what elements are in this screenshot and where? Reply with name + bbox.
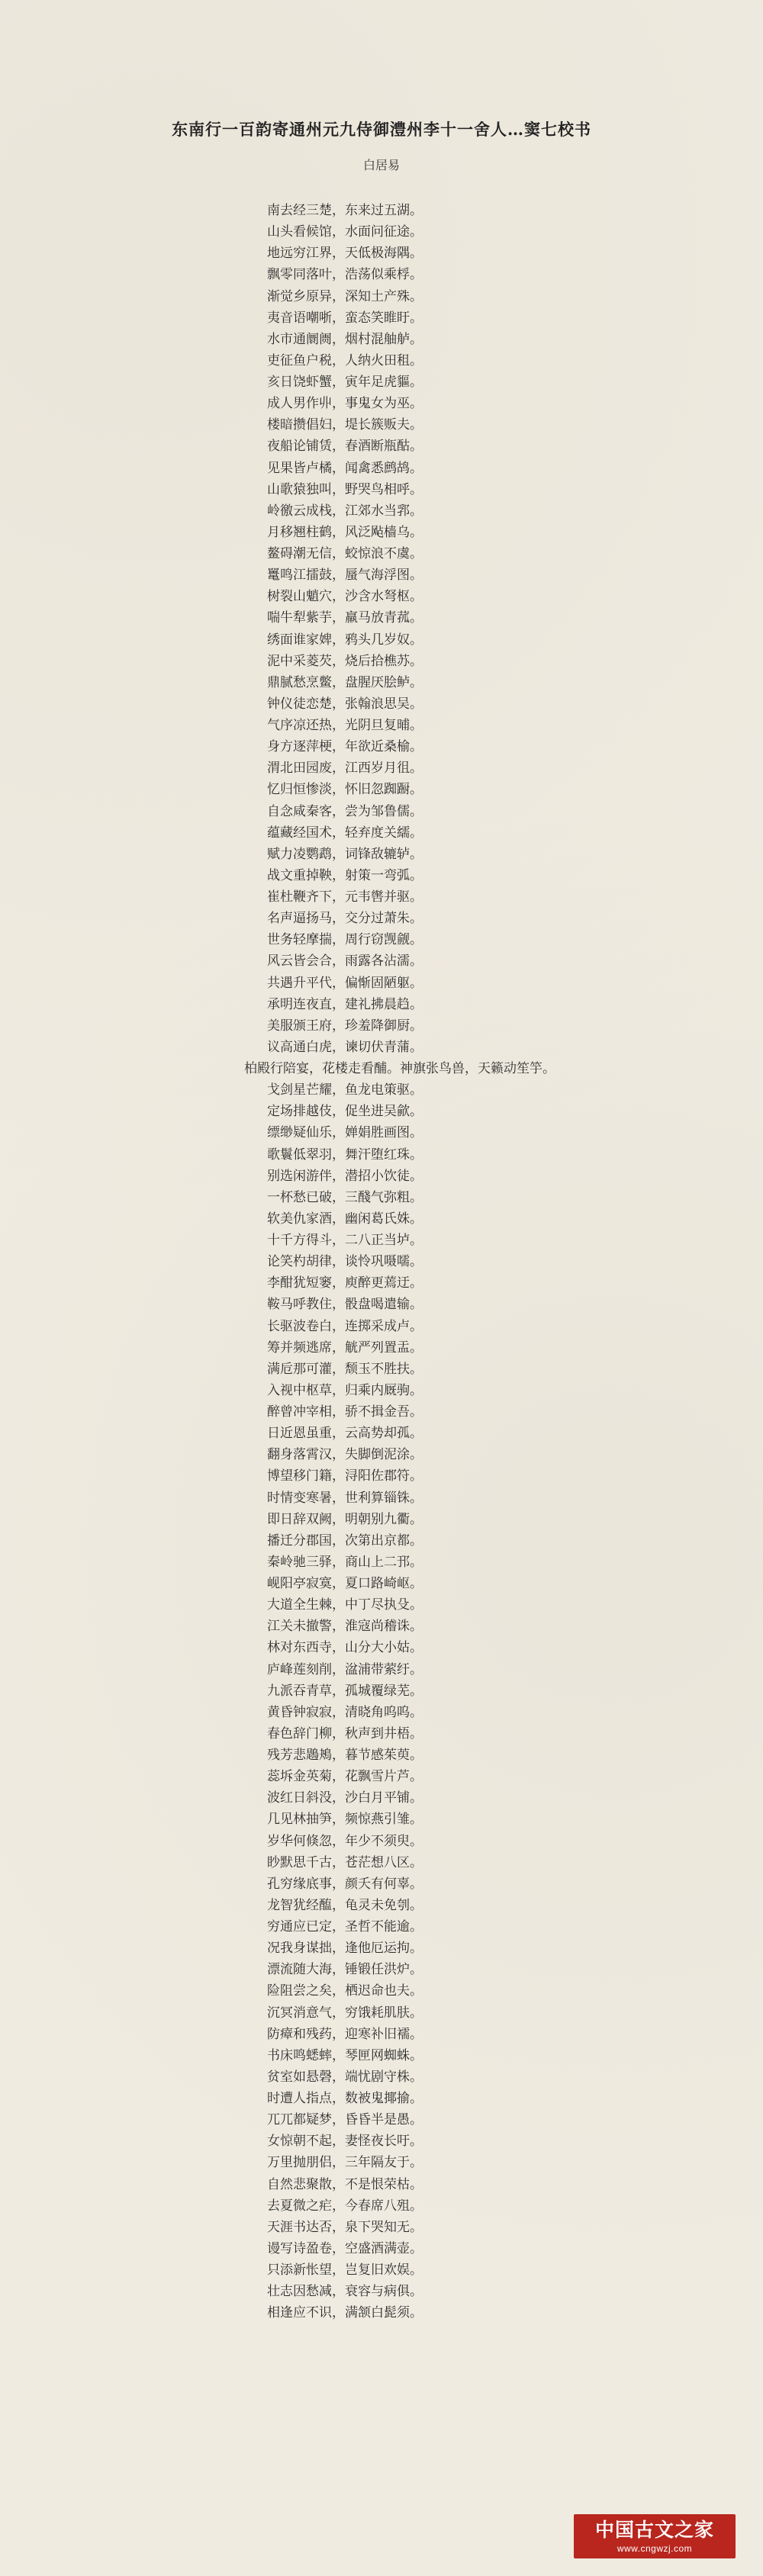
poem-line: 山头看候馆，水面问征途。 xyxy=(267,224,423,240)
poem-line: 南去经三楚，东来过五湖。 xyxy=(267,203,423,218)
poem-line: 孔穷缘底事，颜夭有何辜。 xyxy=(267,1876,423,1892)
poem-line: 波红日斜没，沙白月平铺。 xyxy=(267,1790,423,1806)
poem-line: 美服颁王府，珍羞降御厨。 xyxy=(267,1018,423,1034)
poem-line: 谩写诗盈卷，空盛酒满壶。 xyxy=(267,2240,423,2256)
poem-line: 别选闲游伴，潜招小饮徒。 xyxy=(267,1168,423,1184)
poem-line: 论笑杓胡律，谈怜巩嗫嚅。 xyxy=(267,1254,423,1270)
poem-line: 贫室如悬磬，端忧剧守株。 xyxy=(267,2069,423,2085)
poem-line: 钟仪徒恋楚，张翰浪思吴。 xyxy=(267,696,423,712)
poem-line: 大道全生棘，中丁尽执殳。 xyxy=(267,1597,423,1613)
poem-line: 防瘴和残药，迎寒补旧襦。 xyxy=(267,2026,423,2042)
poem-line: 醉曾冲宰相，骄不揖金吾。 xyxy=(267,1404,423,1420)
poem-line: 月移翘柱鹤，风泛飐樯乌。 xyxy=(267,524,423,540)
poem-line: 夜船论铺赁，春酒断瓶酤。 xyxy=(267,439,423,455)
poem-line: 几见林抽笋，频惊燕引雏。 xyxy=(267,1812,423,1828)
site-logo-url: www.cngwzj.com xyxy=(617,2543,693,2554)
poem-line: 树裂山魈穴，沙含水弩枢。 xyxy=(267,589,423,605)
poem-line: 渭北田园废，江西岁月徂。 xyxy=(267,761,423,777)
site-logo-text: 中国古文之家 xyxy=(594,2519,714,2541)
poem-line: 蕴藏经国术，轻弃度关繻。 xyxy=(267,825,423,841)
poem-line: 只添新怅望，岂复旧欢娱。 xyxy=(267,2262,423,2278)
poem-line: 播迁分郡国，次第出京都。 xyxy=(267,1532,423,1548)
poem-line: 穷通应已定，圣哲不能逾。 xyxy=(267,1919,423,1934)
poem-author: 白居易 xyxy=(362,158,400,172)
poem-line: 世务轻摩揣，周行窃觊觎。 xyxy=(267,932,423,948)
poem-line: 战文重掉鞅，射策一弯弧。 xyxy=(267,867,423,883)
poem-line: 夷音语嘲哳，蛮态笑睢盱。 xyxy=(267,310,423,326)
poem-line: 鼎腻愁烹鳖，盘腥厌脍鲈。 xyxy=(267,674,423,690)
poem-line: 漂流随大海，锤锻任洪炉。 xyxy=(267,1962,423,1978)
poem-line: 崔杜鞭齐下，元韦辔并驱。 xyxy=(267,889,423,905)
poem-line: 江关未撤警，淮寇尚稽诛。 xyxy=(267,1619,423,1635)
poem-line: 兀兀都疑梦，昏昏半是愚。 xyxy=(267,2112,423,2128)
poem-line: 议高通白虎，谏切伏青蒲。 xyxy=(267,1039,423,1055)
poem-line: 岘阳亭寂寞，夏口路崎岖。 xyxy=(267,1576,423,1591)
poem-line: 绣面谁家婢，鸦头几岁奴。 xyxy=(267,632,423,648)
poem-line: 一杯愁已破，三醆气弥粗。 xyxy=(267,1189,423,1205)
poem-line: 成人男作丱，事鬼女为巫。 xyxy=(267,396,423,412)
poem-line: 柏殿行陪宴，花楼走看酺。神旗张鸟兽，天籁动笙竽。 xyxy=(244,1061,555,1076)
poem-line: 岁华何倏忽，年少不须臾。 xyxy=(267,1833,423,1849)
poem-title: 东南行一百韵寄通州元九侍御澧州李十一舍人…窦七校书 xyxy=(172,120,591,140)
poem-line: 戈剑星芒耀，鱼龙电策驱。 xyxy=(267,1082,423,1098)
poem-line: 去夏微之疟，今春席八殂。 xyxy=(267,2198,423,2214)
poem-line: 蕊坼金英菊，花飘雪片芦。 xyxy=(267,1769,423,1785)
poem-line: 风云皆会合，雨露各沾濡。 xyxy=(267,954,423,970)
poem-line: 翻身落霄汉，失脚倒泥涂。 xyxy=(267,1447,423,1463)
poem-line: 满卮那可灌，颓玉不胜扶。 xyxy=(267,1361,423,1377)
poem-line: 身方逐萍梗，年欲近桑榆。 xyxy=(267,739,423,755)
poem-line: 共遇升平代，偏惭固陋躯。 xyxy=(267,975,423,991)
poem-line: 壮志因愁减，衰容与病俱。 xyxy=(267,2284,423,2300)
poem-line: 鞍马呼教住，骰盘喝遣输。 xyxy=(267,1297,423,1313)
poem-line: 鳌碍潮无信，蛟惊浪不虞。 xyxy=(267,546,423,561)
poem-line: 相逢应不识，满颔白髭须。 xyxy=(267,2305,423,2321)
poem-line: 入视中枢草，归乘内厩驹。 xyxy=(267,1382,423,1398)
poem-line: 沉冥消意气，穷饿耗肌肤。 xyxy=(267,2005,423,2021)
poem-line: 自然悲聚散，不是恨荣枯。 xyxy=(267,2176,423,2192)
poem-line: 水市通阛阓，烟村混舳舻。 xyxy=(267,331,423,347)
poem-line: 气序凉还热，光阴旦复晡。 xyxy=(267,718,423,733)
poem-line: 龙智犹经醢，龟灵未免刳。 xyxy=(267,1897,423,1913)
poem-line: 歌鬟低翠羽，舞汗堕红珠。 xyxy=(267,1146,423,1163)
poem-line: 山歌猿独叫，野哭鸟相呼。 xyxy=(267,481,423,497)
poem-line: 李酣犹短窭，庾醉更蔫迂。 xyxy=(267,1275,423,1291)
poem-line: 筹并频逃席，觥严列置盂。 xyxy=(267,1339,423,1356)
poem-line: 黄昏钟寂寂，清晓角呜呜。 xyxy=(267,1704,423,1720)
poem-line: 岭徼云成栈，江郊水当郛。 xyxy=(267,503,423,519)
poem-line: 残芳悲鶗鴂，暮节感茱萸。 xyxy=(267,1748,423,1763)
poem-line: 林对东西寺，山分大小姑。 xyxy=(267,1640,423,1656)
poem-line: 眇默思千古，苍茫想八区。 xyxy=(267,1854,423,1870)
poem-line: 吏征鱼户税，人纳火田租。 xyxy=(267,352,423,368)
poem-line: 春色辞门柳，秋声到井梧。 xyxy=(267,1725,423,1741)
poem-line: 时遭人指点，数被鬼揶揄。 xyxy=(267,2091,423,2106)
poem-line: 博望移门籍，浔阳佐郡符。 xyxy=(267,1468,423,1484)
poem-line: 书床鸣蟋蟀，琴匣网蜘蛛。 xyxy=(267,2047,423,2063)
poem-line: 自念咸秦客，尝为邹鲁儒。 xyxy=(267,803,423,819)
poem-line: 定场排越伎，促坐进吴歈。 xyxy=(267,1104,423,1120)
poem-line: 天涯书达否，泉下哭知无。 xyxy=(267,2219,423,2235)
poem-line: 赋力凌鹦鹉，词锋敌辘轳。 xyxy=(267,846,423,862)
poem-line: 亥日饶虾蟹，寅年足虎貙。 xyxy=(267,375,423,390)
poem-line: 楼暗攒倡妇，堤长簇贩夫。 xyxy=(267,417,423,433)
poem-line: 万里抛朋侣，三年隔友于。 xyxy=(267,2155,423,2171)
poem-line: 九派吞青草，孤城覆绿芜。 xyxy=(267,1683,423,1699)
poem-line: 软美仇家酒，幽闲葛氏姝。 xyxy=(267,1211,423,1227)
poem-body xyxy=(244,200,694,2324)
poem-line: 见果皆卢橘，闻禽悉鹧鸪。 xyxy=(267,460,423,476)
poem-line: 庐峰莲刻削，湓浦带萦纡。 xyxy=(267,1661,423,1677)
site-logo-stamp[interactable] xyxy=(574,2514,736,2558)
poem-line: 日近恩虽重，云高势却孤。 xyxy=(267,1426,423,1442)
poem-line: 地远穷江界，天低极海隅。 xyxy=(267,246,423,262)
poem-line: 喘牛犁紫芋，羸马放青菰。 xyxy=(267,610,423,626)
poem-line: 况我身谋拙，逢他厄运拘。 xyxy=(267,1941,423,1957)
poem-line: 飘零同落叶，浩荡似乘桴。 xyxy=(267,267,423,283)
poem-line: 忆归恒惨淡，怀旧忽踟蹰。 xyxy=(267,782,423,798)
poem-line: 承明连夜直，建礼拂晨趋。 xyxy=(267,996,423,1012)
poem-line: 渐觉乡原异，深知土产殊。 xyxy=(267,288,423,304)
poem-line: 名声逼扬马，交分过萧朱。 xyxy=(267,911,423,927)
poem-line: 十千方得斗，二八正当垆。 xyxy=(267,1233,423,1248)
poem-line: 即日辞双阙，明朝别九衢。 xyxy=(267,1511,423,1527)
poem-line: 女惊朝不起，妻怪夜长吁。 xyxy=(267,2134,423,2150)
poem-line: 鼍鸣江擂鼓，蜃气海浮图。 xyxy=(267,568,423,584)
poem-line: 时情变寒暑，世利算锱铢。 xyxy=(267,1490,423,1506)
poem-line: 险阻尝之矣，栖迟命也夫。 xyxy=(267,1983,423,1999)
poem-line: 长驱波卷白，连掷采成卢。 xyxy=(267,1318,423,1334)
poem-line: 泥中采菱芡，烧后拾樵苏。 xyxy=(267,653,423,669)
poem-line: 秦岭驰三驿，商山上二邘。 xyxy=(267,1554,423,1570)
poem-line: 缥缈疑仙乐，婵娟胜画图。 xyxy=(267,1125,423,1141)
